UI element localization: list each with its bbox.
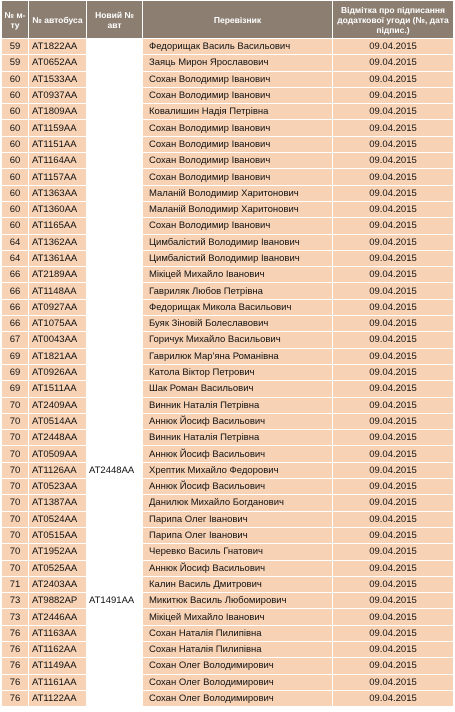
signature-date-cell: 09.04.2015 bbox=[333, 201, 454, 217]
new-bus-number-cell bbox=[87, 511, 143, 527]
header-carrier: Перевізник bbox=[143, 1, 333, 39]
route-number-cell: 73 bbox=[2, 593, 29, 609]
table-row bbox=[2, 218, 454, 234]
signature-date-cell: 09.04.2015 bbox=[333, 153, 454, 169]
new-bus-number-cell bbox=[87, 87, 143, 103]
table-row bbox=[2, 55, 454, 71]
new-bus-number-cell bbox=[87, 397, 143, 413]
route-number-cell: 69 bbox=[2, 364, 29, 380]
carrier-name-cell: Мікіцей Михайло Іванович bbox=[143, 267, 333, 283]
bus-number-cell: AT0927AA bbox=[29, 299, 87, 315]
bus-number-cell: AT0514AA bbox=[29, 413, 87, 429]
route-number-cell: 71 bbox=[2, 576, 29, 592]
header-bus-number: № автобуса bbox=[29, 1, 87, 39]
bus-number-cell: AT9882AP bbox=[29, 593, 87, 609]
new-bus-number-cell bbox=[87, 332, 143, 348]
signature-date-cell: 09.04.2015 bbox=[333, 218, 454, 234]
bus-number-cell: AT1159AA bbox=[29, 120, 87, 136]
bus-number-cell: AT1809AA bbox=[29, 104, 87, 120]
signature-date-cell: 09.04.2015 bbox=[333, 641, 454, 657]
table-body bbox=[2, 39, 454, 707]
signature-date-cell: 09.04.2015 bbox=[333, 332, 454, 348]
bus-number-cell: AT1360AA bbox=[29, 201, 87, 217]
carrier-name-cell: Парипа Олег Іванович bbox=[143, 511, 333, 527]
carrier-name-cell: Аннюк Йосиф Васильович bbox=[143, 413, 333, 429]
table-row bbox=[2, 348, 454, 364]
carrier-name-cell: Федорищак Микола Васильович bbox=[143, 299, 333, 315]
new-bus-number-cell bbox=[87, 316, 143, 332]
new-bus-number-cell bbox=[87, 609, 143, 625]
carrier-name-cell: Сохан Володимир Іванович bbox=[143, 153, 333, 169]
carrier-name-cell: Хрептик Михайло Федорович bbox=[143, 462, 333, 478]
route-number-cell: 76 bbox=[2, 674, 29, 690]
bus-number-cell: AT1122AA bbox=[29, 690, 87, 706]
route-number-cell: 70 bbox=[2, 413, 29, 429]
route-number-cell: 66 bbox=[2, 316, 29, 332]
carrier-name-cell: Маланій Володимир Харитонович bbox=[143, 185, 333, 201]
route-number-cell: 70 bbox=[2, 511, 29, 527]
signature-date-cell: 09.04.2015 bbox=[333, 55, 454, 71]
bus-number-cell: AT1952AA bbox=[29, 544, 87, 560]
new-bus-number-cell bbox=[87, 185, 143, 201]
signature-date-cell: 09.04.2015 bbox=[333, 267, 454, 283]
new-bus-number-cell bbox=[87, 234, 143, 250]
table-row bbox=[2, 430, 454, 446]
table-row bbox=[2, 674, 454, 690]
bus-number-cell: AT0525AA bbox=[29, 560, 87, 576]
carrier-name-cell: Сохан Олег Володимирович bbox=[143, 690, 333, 706]
signature-date-cell: 09.04.2015 bbox=[333, 364, 454, 380]
signature-date-cell: 09.04.2015 bbox=[333, 299, 454, 315]
table-row bbox=[2, 527, 454, 543]
signature-date-cell: 09.04.2015 bbox=[333, 511, 454, 527]
carrier-name-cell: Черевко Василь Гнатович bbox=[143, 544, 333, 560]
table-row bbox=[2, 267, 454, 283]
carrier-name-cell: Данилюк Михайло Богданович bbox=[143, 495, 333, 511]
bus-number-cell: AT1511AA bbox=[29, 381, 87, 397]
bus-number-cell: AT1075AA bbox=[29, 316, 87, 332]
carrier-name-cell: Сохан Володимир Іванович bbox=[143, 218, 333, 234]
new-bus-number-cell bbox=[87, 348, 143, 364]
carrier-name-cell: Сохан Володимир Іванович bbox=[143, 120, 333, 136]
new-bus-number-cell bbox=[87, 267, 143, 283]
new-bus-number-cell bbox=[87, 625, 143, 641]
bus-number-cell: AT1163AA bbox=[29, 625, 87, 641]
table-row bbox=[2, 136, 454, 152]
new-bus-number-cell bbox=[87, 104, 143, 120]
route-number-cell: 67 bbox=[2, 332, 29, 348]
new-bus-number-cell bbox=[87, 71, 143, 87]
table-row bbox=[2, 690, 454, 706]
signature-date-cell: 09.04.2015 bbox=[333, 479, 454, 495]
carrier-name-cell: Аннюк Йосиф Васильович bbox=[143, 560, 333, 576]
signature-date-cell: 09.04.2015 bbox=[333, 316, 454, 332]
carrier-name-cell: Сохан Володимир Іванович bbox=[143, 136, 333, 152]
bus-number-cell: AT1363AA bbox=[29, 185, 87, 201]
signature-date-cell: 09.04.2015 bbox=[333, 413, 454, 429]
new-bus-number-cell bbox=[87, 413, 143, 429]
signature-date-cell: 09.04.2015 bbox=[333, 348, 454, 364]
bus-number-cell: AT1361AA bbox=[29, 250, 87, 266]
bus-number-cell: AT2448AA bbox=[29, 430, 87, 446]
table-row bbox=[2, 71, 454, 87]
table-row bbox=[2, 153, 454, 169]
carrier-name-cell: Парипа Олег Іванович bbox=[143, 527, 333, 543]
new-bus-number-cell bbox=[87, 560, 143, 576]
bus-number-cell: AT1164AA bbox=[29, 153, 87, 169]
new-bus-number-cell bbox=[87, 658, 143, 674]
route-number-cell: 66 bbox=[2, 267, 29, 283]
signature-date-cell: 09.04.2015 bbox=[333, 120, 454, 136]
carrier-name-cell: Микитюк Василь Любомирович bbox=[143, 593, 333, 609]
signature-date-cell: 09.04.2015 bbox=[333, 250, 454, 266]
table-row bbox=[2, 462, 454, 478]
route-number-cell: 66 bbox=[2, 299, 29, 315]
route-number-cell: 70 bbox=[2, 430, 29, 446]
signature-date-cell: 09.04.2015 bbox=[333, 446, 454, 462]
route-number-cell: 64 bbox=[2, 234, 29, 250]
route-number-cell: 76 bbox=[2, 658, 29, 674]
signature-date-cell: 09.04.2015 bbox=[333, 283, 454, 299]
route-number-cell: 73 bbox=[2, 609, 29, 625]
new-bus-number-cell bbox=[87, 153, 143, 169]
route-number-cell: 70 bbox=[2, 397, 29, 413]
table-row bbox=[2, 544, 454, 560]
table-row bbox=[2, 169, 454, 185]
new-bus-number-cell bbox=[87, 381, 143, 397]
route-number-cell: 76 bbox=[2, 625, 29, 641]
bus-number-cell: AT2403AA bbox=[29, 576, 87, 592]
bus-number-cell: AT1387AA bbox=[29, 495, 87, 511]
signature-date-cell: 09.04.2015 bbox=[333, 39, 454, 55]
new-bus-number-cell bbox=[87, 641, 143, 657]
route-number-cell: 70 bbox=[2, 527, 29, 543]
table-row bbox=[2, 283, 454, 299]
carrier-name-cell: Калин Василь Дмитрович bbox=[143, 576, 333, 592]
carrier-name-cell: Сохан Наталія Пилипівна bbox=[143, 641, 333, 657]
route-number-cell: 60 bbox=[2, 136, 29, 152]
signature-date-cell: 09.04.2015 bbox=[333, 397, 454, 413]
header-route-number: № м-ту bbox=[2, 1, 29, 39]
signature-date-cell: 09.04.2015 bbox=[333, 87, 454, 103]
carrier-name-cell: Ковалишин Надія Петрівна bbox=[143, 104, 333, 120]
new-bus-number-cell bbox=[87, 169, 143, 185]
new-bus-number-cell bbox=[87, 364, 143, 380]
signature-date-cell: 09.04.2015 bbox=[333, 658, 454, 674]
signature-date-cell: 09.04.2015 bbox=[333, 560, 454, 576]
signature-date-cell: 09.04.2015 bbox=[333, 136, 454, 152]
new-bus-number-cell bbox=[87, 120, 143, 136]
route-number-cell: 60 bbox=[2, 218, 29, 234]
route-number-cell: 60 bbox=[2, 104, 29, 120]
route-number-cell: 69 bbox=[2, 381, 29, 397]
signature-date-cell: 09.04.2015 bbox=[333, 71, 454, 87]
carrier-name-cell: Сохан Олег Володимирович bbox=[143, 658, 333, 674]
route-number-cell: 76 bbox=[2, 641, 29, 657]
header-new-bus-number: Новий № авт bbox=[87, 1, 143, 39]
route-number-cell: 70 bbox=[2, 479, 29, 495]
table-row bbox=[2, 104, 454, 120]
table-row bbox=[2, 641, 454, 657]
bus-number-cell: AT1362AA bbox=[29, 234, 87, 250]
carrier-name-cell: Сохан Олег Володимирович bbox=[143, 674, 333, 690]
table-row bbox=[2, 560, 454, 576]
carrier-name-cell: Мікіцей Михайло Іванович bbox=[143, 609, 333, 625]
new-bus-number-cell bbox=[87, 283, 143, 299]
bus-number-cell: AT1149AA bbox=[29, 658, 87, 674]
table-row bbox=[2, 39, 454, 55]
bus-number-cell: AT1151AA bbox=[29, 136, 87, 152]
route-number-cell: 59 bbox=[2, 55, 29, 71]
table-row bbox=[2, 576, 454, 592]
carrier-name-cell: Шак Роман Васильович bbox=[143, 381, 333, 397]
new-bus-number-cell: AT1491AA bbox=[87, 593, 143, 609]
new-bus-number-cell bbox=[87, 690, 143, 706]
route-number-cell: 60 bbox=[2, 120, 29, 136]
table-row bbox=[2, 87, 454, 103]
carrier-name-cell: Гаврилюк Мар'яна Романівна bbox=[143, 348, 333, 364]
carrier-name-cell: Маланій Володимир Харитонович bbox=[143, 201, 333, 217]
table-row bbox=[2, 495, 454, 511]
bus-number-cell: AT0652AA bbox=[29, 55, 87, 71]
table-row bbox=[2, 364, 454, 380]
route-number-cell: 60 bbox=[2, 185, 29, 201]
carrier-name-cell: Сохан Володимир Іванович bbox=[143, 71, 333, 87]
bus-number-cell: AT0043AA bbox=[29, 332, 87, 348]
carrier-name-cell: Аннюк Йосиф Васильович bbox=[143, 479, 333, 495]
carrier-name-cell: Цимбалістий Володимир Іванович bbox=[143, 234, 333, 250]
bus-number-cell: AT2446AA bbox=[29, 609, 87, 625]
bus-number-cell: AT1165AA bbox=[29, 218, 87, 234]
bus-number-cell: AT0524AA bbox=[29, 511, 87, 527]
new-bus-number-cell bbox=[87, 201, 143, 217]
table-row bbox=[2, 120, 454, 136]
new-bus-number-cell bbox=[87, 218, 143, 234]
table-row bbox=[2, 593, 454, 609]
signature-date-cell: 09.04.2015 bbox=[333, 527, 454, 543]
route-number-cell: 69 bbox=[2, 348, 29, 364]
new-bus-number-cell bbox=[87, 55, 143, 71]
new-bus-number-cell bbox=[87, 576, 143, 592]
signature-date-cell: 09.04.2015 bbox=[333, 690, 454, 706]
new-bus-number-cell bbox=[87, 430, 143, 446]
bus-number-cell: AT1157AA bbox=[29, 169, 87, 185]
bus-number-cell: AT2189AA bbox=[29, 267, 87, 283]
carrier-name-cell: Горичук Михайло Васильович bbox=[143, 332, 333, 348]
route-number-cell: 70 bbox=[2, 560, 29, 576]
bus-number-cell: AT1148AA bbox=[29, 283, 87, 299]
route-number-cell: 70 bbox=[2, 462, 29, 478]
route-number-cell: 70 bbox=[2, 544, 29, 560]
route-number-cell: 59 bbox=[2, 39, 29, 55]
route-number-cell: 60 bbox=[2, 153, 29, 169]
bus-number-cell: AT1533AA bbox=[29, 71, 87, 87]
signature-date-cell: 09.04.2015 bbox=[333, 430, 454, 446]
table-row bbox=[2, 201, 454, 217]
bus-number-cell: AT1822AA bbox=[29, 39, 87, 55]
table-row bbox=[2, 299, 454, 315]
bus-number-cell: AT1162AA bbox=[29, 641, 87, 657]
header-signature-mark: Відмітка про підписання додаткової угоди (№, дата підпис.) bbox=[333, 1, 454, 39]
new-bus-number-cell bbox=[87, 446, 143, 462]
route-number-cell: 70 bbox=[2, 495, 29, 511]
carrier-name-cell: Сохан Наталія Пилипівна bbox=[143, 625, 333, 641]
carrier-name-cell: Заяць Мирон Ярославович bbox=[143, 55, 333, 71]
table-row bbox=[2, 658, 454, 674]
signature-date-cell: 09.04.2015 bbox=[333, 609, 454, 625]
table-row bbox=[2, 332, 454, 348]
table-row bbox=[2, 234, 454, 250]
new-bus-number-cell bbox=[87, 39, 143, 55]
route-number-cell: 64 bbox=[2, 250, 29, 266]
new-bus-number-cell bbox=[87, 544, 143, 560]
carrier-name-cell: Буяк Зіновій Болеславович bbox=[143, 316, 333, 332]
signature-date-cell: 09.04.2015 bbox=[333, 544, 454, 560]
table-row bbox=[2, 397, 454, 413]
signature-date-cell: 09.04.2015 bbox=[333, 674, 454, 690]
route-number-cell: 60 bbox=[2, 169, 29, 185]
bus-number-cell: AT1821AA bbox=[29, 348, 87, 364]
new-bus-number-cell bbox=[87, 479, 143, 495]
table-row bbox=[2, 413, 454, 429]
table-row bbox=[2, 609, 454, 625]
bus-number-cell: AT0509AA bbox=[29, 446, 87, 462]
table-row bbox=[2, 185, 454, 201]
signature-date-cell: 09.04.2015 bbox=[333, 625, 454, 641]
signature-date-cell: 09.04.2015 bbox=[333, 169, 454, 185]
signature-date-cell: 09.04.2015 bbox=[333, 234, 454, 250]
carrier-name-cell: Цимбалістий Володимир Іванович bbox=[143, 250, 333, 266]
route-number-cell: 70 bbox=[2, 446, 29, 462]
route-number-cell: 76 bbox=[2, 690, 29, 706]
signature-date-cell: 09.04.2015 bbox=[333, 462, 454, 478]
table-row bbox=[2, 479, 454, 495]
new-bus-number-cell: AT2448AA bbox=[87, 462, 143, 478]
carrier-name-cell: Катола Віктор Петрович bbox=[143, 364, 333, 380]
table-row bbox=[2, 446, 454, 462]
route-number-cell: 60 bbox=[2, 71, 29, 87]
new-bus-number-cell bbox=[87, 136, 143, 152]
bus-carrier-table bbox=[1, 0, 454, 707]
table-row bbox=[2, 511, 454, 527]
carrier-name-cell: Аннюк Йосиф Васильович bbox=[143, 446, 333, 462]
new-bus-number-cell bbox=[87, 495, 143, 511]
bus-number-cell: AT0515AA bbox=[29, 527, 87, 543]
carrier-name-cell: Винник Наталія Петрівна bbox=[143, 430, 333, 446]
carrier-name-cell: Сохан Володимир Іванович bbox=[143, 169, 333, 185]
signature-date-cell: 09.04.2015 bbox=[333, 495, 454, 511]
carrier-name-cell: Винник Наталія Петрівна bbox=[143, 397, 333, 413]
table-row bbox=[2, 381, 454, 397]
bus-number-cell: AT1126AA bbox=[29, 462, 87, 478]
signature-date-cell: 09.04.2015 bbox=[333, 576, 454, 592]
table-row bbox=[2, 250, 454, 266]
route-number-cell: 60 bbox=[2, 87, 29, 103]
signature-date-cell: 09.04.2015 bbox=[333, 104, 454, 120]
route-number-cell: 60 bbox=[2, 201, 29, 217]
route-number-cell: 66 bbox=[2, 283, 29, 299]
signature-date-cell: 09.04.2015 bbox=[333, 381, 454, 397]
bus-number-cell: AT0926AA bbox=[29, 364, 87, 380]
new-bus-number-cell bbox=[87, 527, 143, 543]
bus-number-cell: AT1161AA bbox=[29, 674, 87, 690]
carrier-name-cell: Сохан Володимир Іванович bbox=[143, 87, 333, 103]
bus-number-cell: AT0523AA bbox=[29, 479, 87, 495]
carrier-name-cell: Федорищак Василь Васильович bbox=[143, 39, 333, 55]
table-row bbox=[2, 625, 454, 641]
table-row bbox=[2, 316, 454, 332]
signature-date-cell: 09.04.2015 bbox=[333, 593, 454, 609]
new-bus-number-cell bbox=[87, 299, 143, 315]
carrier-name-cell: Гавриляк Любов Петрівна bbox=[143, 283, 333, 299]
new-bus-number-cell bbox=[87, 250, 143, 266]
new-bus-number-cell bbox=[87, 674, 143, 690]
table-header-row bbox=[2, 1, 454, 39]
bus-number-cell: AT2409AA bbox=[29, 397, 87, 413]
bus-number-cell: AT0937AA bbox=[29, 87, 87, 103]
signature-date-cell: 09.04.2015 bbox=[333, 185, 454, 201]
